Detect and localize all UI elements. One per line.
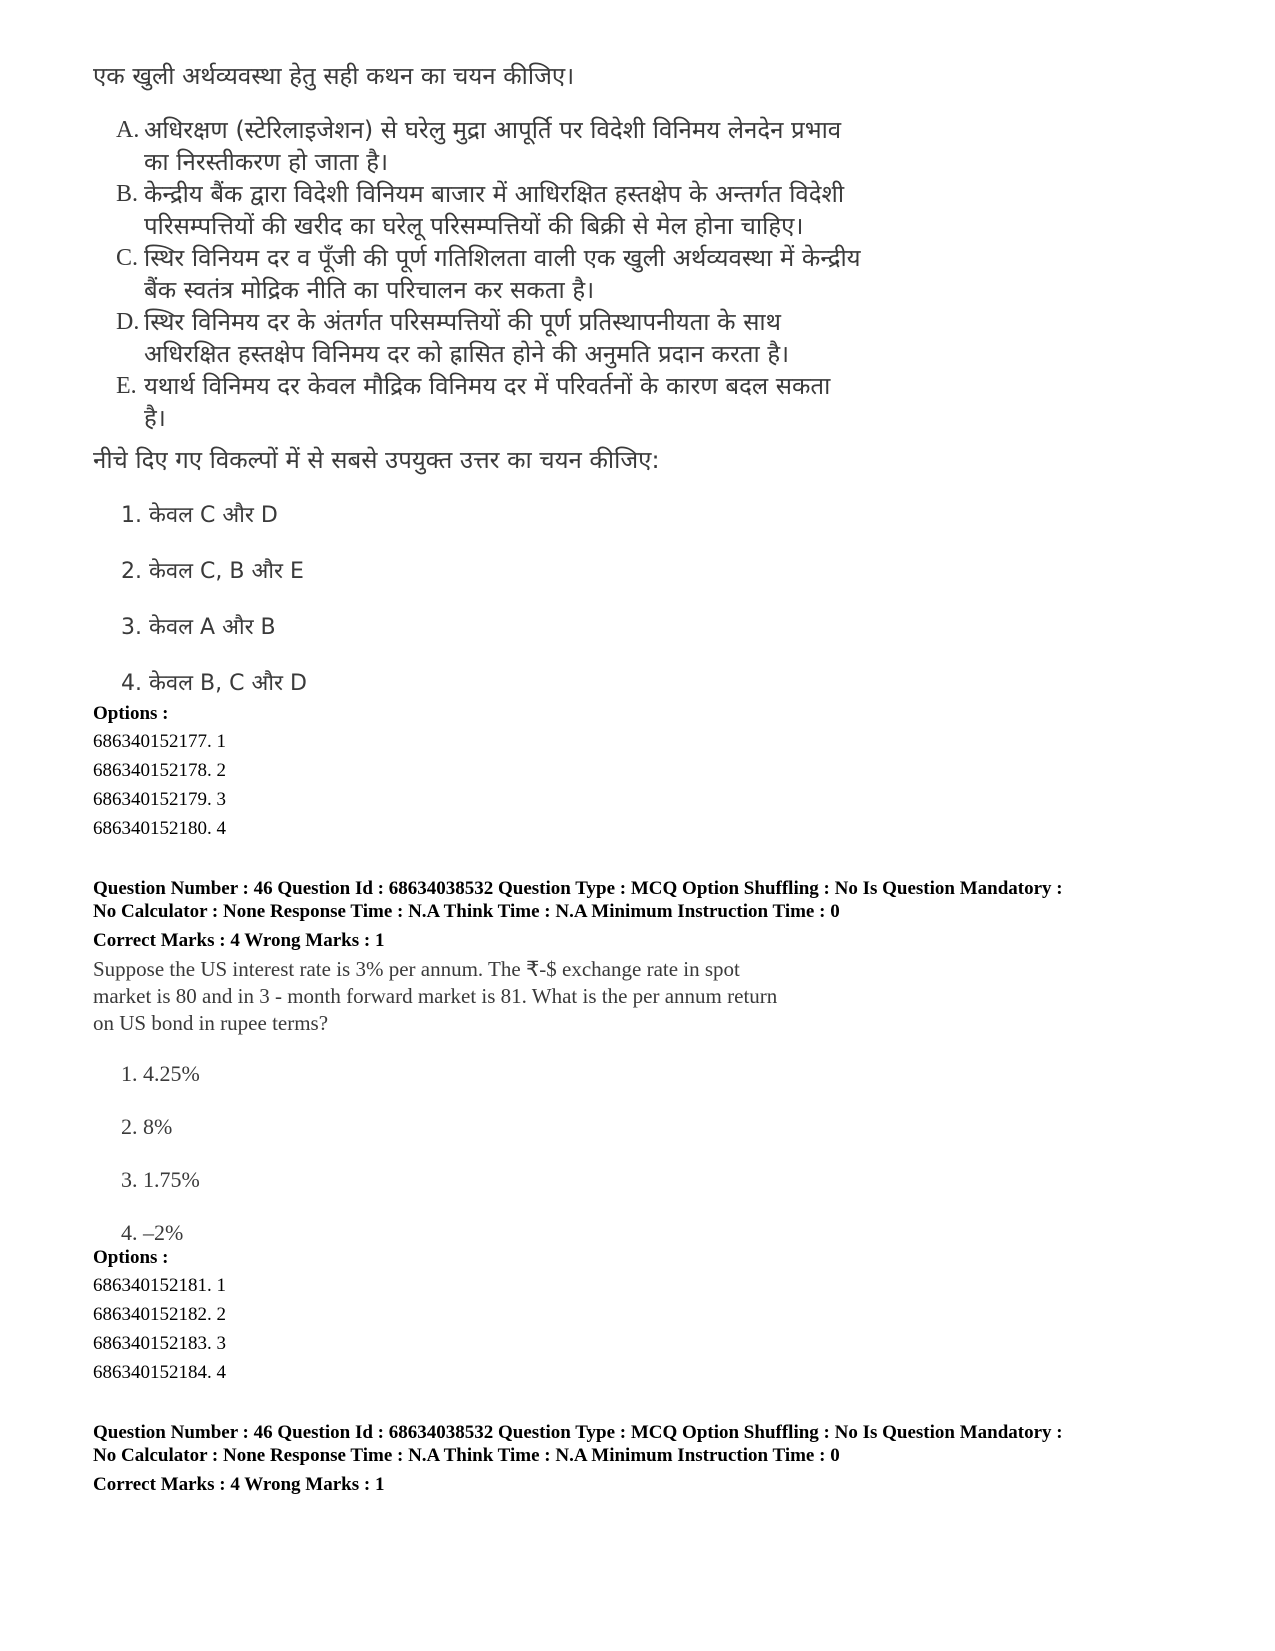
answer-choice: 2. केवल C, B और E (121, 559, 304, 584)
statement-label: C. (116, 245, 139, 271)
question-text (93, 956, 893, 1037)
question-intro: एक खुली अर्थव्यवस्था हेतु सही कथन का चयन कीजिए। (93, 62, 575, 90)
options-heading: Options : (93, 703, 169, 724)
statement-line: अधिरक्षित हस्तक्षेप विनिमय दर को ह्रासित होने की अनुमति प्रदान करता है। (144, 340, 790, 368)
option-item: 686340152178. 2 (93, 760, 226, 781)
statement-line: यथार्थ विनिमय दर केवल मौद्रिक विनिमय दर में परिवर्तनों के कारण बदल सकता (144, 372, 831, 400)
question-meta-line: Question Number : 46 Question Id : 68634038532 Question Type : MCQ Option Shuffling : No Is Question Mandatory : (93, 878, 1063, 899)
question-meta-line: No Calculator : None Response Time : N.A Think Time : N.A Minimum Instruction Time : 0 (93, 901, 840, 922)
statement-label: D. (116, 309, 140, 335)
answer-choice: 3. केवल A और B (121, 615, 276, 640)
question-marks: Correct Marks : 4 Wrong Marks : 1 (93, 1474, 385, 1495)
statement-line: है। (144, 404, 166, 432)
option-item: 686340152177. 1 (93, 731, 226, 752)
statement-line: का निरस्तीकरण हो जाता है। (144, 148, 389, 176)
statement-d (116, 306, 916, 370)
question-prompt: नीचे दिए गए विकल्पों में से सबसे उपयुक्त उत्तर का चयन कीजिए: (93, 446, 660, 474)
statement-b (116, 178, 916, 242)
statement-line: केन्द्रीय बैंक द्वारा विदेशी विनियम बाजार में आधिरक्षित हस्तक्षेप के अन्तर्गत विदेशी (144, 180, 845, 208)
statement-label: B. (116, 181, 139, 207)
answer-choice: 1. 4.25% (121, 1061, 200, 1086)
question-line: Suppose the US interest rate is 3% per annum. The ₹-$ exchange rate in spot (93, 957, 740, 981)
option-item: 686340152182. 2 (93, 1304, 226, 1325)
statement-line: बैंक स्वतंत्र मोद्रिक नीति का परिचालन कर सकता है। (144, 276, 595, 304)
option-item: 686340152179. 3 (93, 789, 226, 810)
statement-label: E. (116, 373, 137, 399)
statement-line: परिसम्पत्तियों की खरीद का घरेलू परिसम्पत्तियों की बिक्री से मेल होना चाहिए। (144, 212, 804, 240)
question-meta-line: Question Number : 46 Question Id : 68634038532 Question Type : MCQ Option Shuffling : No Is Question Mandatory : (93, 1422, 1063, 1443)
statement-line: स्थिर विनियम दर व पूँजी की पूर्ण गतिशिलता वाली एक खुली अर्थव्यवस्था में केन्द्रीय (144, 244, 861, 272)
statement-list (116, 114, 916, 434)
answer-choice: 2. 8% (121, 1114, 173, 1139)
statement-c (116, 242, 916, 306)
option-item: 686340152181. 1 (93, 1275, 226, 1296)
question-marks: Correct Marks : 4 Wrong Marks : 1 (93, 930, 385, 951)
answer-choice: 4. केवल B, C और D (121, 671, 307, 696)
answer-choice: 3. 1.75% (121, 1167, 200, 1192)
options-heading: Options : (93, 1247, 169, 1268)
statement-line: स्थिर विनिमय दर के अंतर्गत परिसम्पत्तियों की पूर्ण प्रतिस्थापनीयता के साथ (144, 308, 781, 336)
statement-label: A. (116, 117, 140, 143)
option-list (93, 727, 226, 843)
question-line: on US bond in rupee terms? (93, 1011, 329, 1035)
option-item: 686340152183. 3 (93, 1333, 226, 1354)
statement-a (116, 114, 916, 178)
answer-choice: 1. केवल C और D (121, 503, 278, 528)
option-list (93, 1271, 226, 1387)
option-item: 686340152184. 4 (93, 1362, 226, 1383)
question-meta-line: No Calculator : None Response Time : N.A Think Time : N.A Minimum Instruction Time : 0 (93, 1445, 840, 1466)
statement-e (116, 370, 916, 434)
question-line: market is 80 and in 3 - month forward market is 81. What is the per annum return (93, 984, 778, 1008)
answer-choice: 4. –2% (121, 1220, 184, 1245)
option-item: 686340152180. 4 (93, 818, 226, 839)
statement-line: अधिरक्षण (स्टेरिलाइजेशन) से घरेलु मुद्रा आपूर्ति पर विदेशी विनिमय लेनदेन प्रभाव (144, 116, 842, 144)
